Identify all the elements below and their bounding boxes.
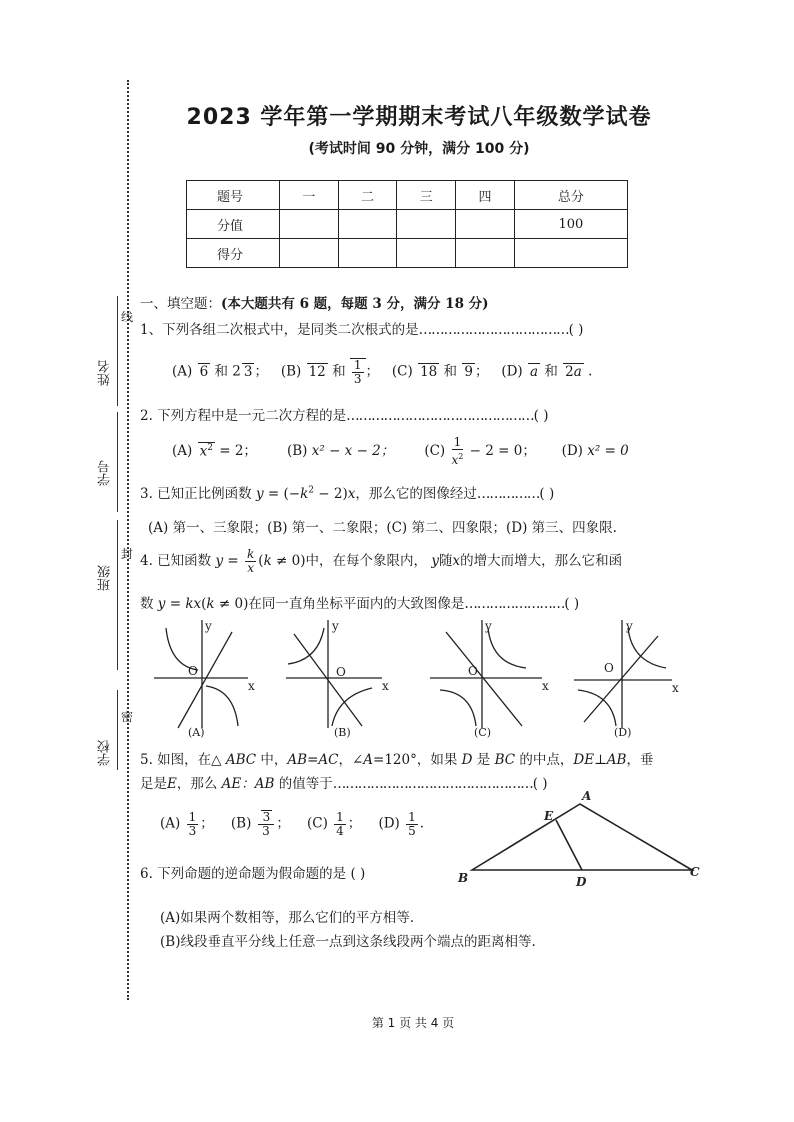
binding-dotted-line bbox=[127, 80, 129, 1000]
score-score-cell[interactable] bbox=[397, 239, 456, 268]
question-5-text: 足是 bbox=[140, 776, 167, 792]
score-header-cell: 题号 bbox=[187, 181, 280, 210]
name-label: 姓名 bbox=[98, 360, 113, 386]
graph-c bbox=[430, 619, 549, 739]
option-a-math: $\frac{1}{3}$ bbox=[188, 809, 197, 838]
section-heading bbox=[140, 292, 489, 312]
x-axis-label: x bbox=[672, 681, 679, 695]
score-value-cell bbox=[397, 210, 456, 239]
hyperbola-branch bbox=[578, 690, 616, 726]
score-value-cell bbox=[280, 210, 339, 239]
question-3-function: $y = (-k^2 - 2)x$ bbox=[255, 485, 356, 502]
binding-mark-seal: 封 bbox=[121, 547, 134, 561]
question-6-option-b: (B)线段垂直平分线上任意一点到这条线段两个端点的距离相等. bbox=[160, 934, 536, 950]
option-b-math: 12 bbox=[308, 363, 326, 380]
question-4-graphs bbox=[148, 618, 688, 744]
question-3-options: (A) 第一、三象限；(B) 第一、二象限；(C) 第二、四象限；(D) 第三、四象限. bbox=[148, 520, 617, 536]
graph-b bbox=[286, 619, 389, 739]
option-b-label: (B) bbox=[280, 363, 302, 380]
graph-label: (B) bbox=[334, 726, 351, 739]
option-d-math: x² = 0 bbox=[587, 443, 629, 459]
option-b-label: (B) bbox=[286, 443, 308, 459]
option-b-math: x² − x − 2； bbox=[311, 443, 395, 459]
score-score-cell[interactable] bbox=[280, 239, 339, 268]
question-5-text: 的值等于 bbox=[278, 776, 333, 792]
point-e-label: E bbox=[544, 809, 554, 823]
hyperbola-branch bbox=[206, 686, 238, 726]
question-6-option-a: (A)如果两个数相等，那么它们的平方相等. bbox=[160, 910, 415, 926]
option-a-math: 3 bbox=[243, 363, 253, 380]
section-heading-prefix: 一、填空题： bbox=[140, 296, 221, 312]
score-score-cell[interactable] bbox=[338, 239, 397, 268]
origin-label: O bbox=[468, 664, 478, 678]
question-5-math: D bbox=[461, 752, 473, 768]
question-4-stem: 4. 已知函数 y = $\frac{k}{x}$ (k ≠ 0)中，在每个象限内， y随x的增大而增大，那么它和函 bbox=[140, 547, 623, 575]
vertex-a-label: A bbox=[582, 790, 592, 803]
question-3-text: 3. 已知正比例函数 bbox=[140, 486, 252, 502]
score-score-cell[interactable] bbox=[456, 239, 515, 268]
option-c-math: 18 bbox=[420, 363, 438, 380]
question-5-text: 中， bbox=[260, 752, 288, 768]
score-header-cell: 四 bbox=[456, 181, 515, 210]
question-1-text: 1、下列各组二次根式中，是同类二次根式的是 bbox=[140, 322, 419, 338]
vertex-b-label: B bbox=[458, 871, 469, 885]
x-axis-label: x bbox=[382, 679, 389, 693]
question-1-stem bbox=[140, 318, 583, 338]
section-heading-rule: (本大题共有 6 题，每题 3 分，满分 18 分) bbox=[221, 296, 489, 312]
question-4-text: 4. 已知函数 bbox=[140, 553, 212, 569]
score-value-cell: 100 bbox=[514, 210, 627, 239]
hyperbola-branch bbox=[440, 690, 476, 726]
answer-paren[interactable]: ( ) bbox=[568, 322, 584, 338]
leader-dots: ……………………………………… bbox=[346, 408, 534, 424]
question-3-text: ，那么它的图像经过 bbox=[355, 486, 477, 502]
question-2-stem bbox=[140, 404, 549, 424]
question-5-math: AE：AB bbox=[221, 776, 275, 792]
question-4-function: y = kx(k ≠ 0) bbox=[157, 596, 249, 612]
x-axis-label: x bbox=[542, 679, 549, 693]
question-5-math: BC bbox=[494, 752, 516, 768]
score-value-cell bbox=[456, 210, 515, 239]
origin-label: O bbox=[336, 665, 346, 679]
score-header-cell: 二 bbox=[338, 181, 397, 210]
score-header-cell: 一 bbox=[280, 181, 339, 210]
school-blank-line bbox=[117, 690, 118, 770]
score-value-cell bbox=[338, 210, 397, 239]
point-d-label: D bbox=[576, 875, 587, 889]
question-4-line2 bbox=[140, 592, 579, 612]
answer-paren[interactable]: ( ) bbox=[533, 408, 549, 424]
school-label: 学校 bbox=[98, 740, 113, 766]
id-blank-line bbox=[117, 412, 118, 512]
student-id-label: 学号 bbox=[98, 460, 113, 486]
graph-a bbox=[154, 619, 255, 739]
option-c-label: (C) bbox=[424, 443, 446, 459]
answer-paren[interactable]: ( ) bbox=[532, 776, 548, 792]
option-b-math bbox=[350, 358, 366, 386]
option-a-label: (A) bbox=[160, 815, 181, 832]
question-5-math: E bbox=[167, 776, 177, 792]
class-blank-line bbox=[117, 520, 118, 670]
option-a-math: $x^2$ bbox=[199, 442, 213, 459]
question-5-options: (A) $\frac{1}{3}$ ； (B) $\frac{3}{3}$ ； (C) $\frac{1}{4}$ ； (D) $\frac{1}{5}$ . bbox=[160, 809, 425, 838]
option-d-label: (D) bbox=[501, 363, 523, 380]
option-d-label: (D) bbox=[561, 443, 583, 459]
y-axis-label: y bbox=[626, 619, 633, 633]
question-4-text: 中，在每个象限内， bbox=[305, 553, 428, 569]
y-axis-label: y bbox=[205, 619, 212, 633]
score-score-cell[interactable] bbox=[514, 239, 627, 268]
option-d-label: (D) bbox=[378, 815, 400, 832]
origin-label: O bbox=[188, 664, 198, 678]
vertex-c-label: C bbox=[690, 865, 700, 879]
option-c-math: $\frac{1}{x^2}$ bbox=[451, 435, 464, 467]
question-5-math: DE⊥AB bbox=[573, 752, 627, 768]
option-a-label: (A) bbox=[172, 443, 193, 459]
hyperbola-branch bbox=[288, 628, 324, 664]
graph-label: (A) bbox=[188, 726, 205, 739]
question-5-text: 是 bbox=[476, 752, 491, 768]
binding-mark-line: 线 bbox=[121, 310, 134, 324]
score-header-cell: 总分 bbox=[514, 181, 627, 210]
score-score-cell: 得分 bbox=[187, 239, 280, 268]
leader-dots: ………………………………………… bbox=[332, 776, 533, 792]
question-5-text: 的中点， bbox=[519, 752, 574, 768]
question-4-text: 在同一直角坐标平面内的大致图像是 bbox=[248, 596, 465, 612]
score-value-cell: 分值 bbox=[187, 210, 280, 239]
answer-paren[interactable]: ( ) bbox=[539, 486, 555, 502]
origin-label: O bbox=[604, 661, 614, 675]
graph-label: (D) bbox=[614, 726, 632, 739]
score-table bbox=[186, 180, 628, 268]
question-5-text: ，那么 bbox=[176, 776, 218, 792]
graph-label: (C) bbox=[474, 726, 491, 739]
hyperbola-branch bbox=[488, 628, 526, 668]
question-5-text: =120°，如果 bbox=[373, 752, 458, 768]
question-5-stem bbox=[140, 748, 653, 768]
exam-title: 2023 学年第一学期期末考试八年级数学试卷 bbox=[186, 105, 652, 130]
score-table-value-row bbox=[187, 210, 628, 239]
line-graph bbox=[446, 632, 522, 726]
score-table-header-row bbox=[187, 181, 628, 210]
question-5-math: ABC bbox=[225, 752, 257, 768]
option-c-label: (C) bbox=[306, 815, 328, 832]
question-2-options: (A) $x^2 = 2$； (B) x² − x − 2； (C) $\frac{1}{x^2}$ − 2 = 0； (D) x² = 0 bbox=[172, 435, 629, 467]
binding-mark-secret: 密 bbox=[121, 710, 134, 724]
option-b-math: $\frac{3}{3}$ bbox=[258, 810, 275, 838]
question-4-function: y = $\frac{k}{x}$ (k ≠ 0) bbox=[215, 547, 306, 575]
option-d-math: 2a bbox=[565, 363, 582, 380]
triangle-diagram bbox=[456, 790, 706, 890]
name-blank-line bbox=[117, 296, 118, 406]
question-4-text: 数 bbox=[140, 596, 154, 612]
question-1-options: (A) 6 和 2 3 ； (B) 12 和 $\frac{1}{3}$ ； (C) 18 和 9 ； (D) a 和 2a . bbox=[172, 358, 593, 386]
question-5-math: A bbox=[363, 752, 374, 768]
answer-paren[interactable]: ( ) bbox=[350, 866, 366, 882]
leader-dots: …………… bbox=[476, 486, 540, 502]
segment-de bbox=[556, 820, 582, 870]
option-c-math: 9 bbox=[464, 363, 473, 380]
y-axis-label: y bbox=[332, 619, 339, 633]
fraction: $\frac{1}{3}$ bbox=[353, 358, 362, 386]
question-6-stem bbox=[140, 862, 365, 882]
question-6-text: 6. 下列命题的逆命题为假命题的是 bbox=[140, 866, 347, 882]
answer-paren[interactable]: ( ) bbox=[564, 596, 580, 612]
score-header-cell: 三 bbox=[397, 181, 456, 210]
page-footer: 第 1 页 共 4 页 bbox=[371, 1016, 455, 1030]
option-c-label: (C) bbox=[391, 363, 413, 380]
leader-dots: ……………………………… bbox=[418, 322, 569, 338]
question-5-text: 5. 如图，在△ bbox=[140, 752, 222, 768]
leader-dots: …………………… bbox=[464, 596, 565, 612]
option-a-label: (A) bbox=[172, 363, 193, 380]
score-table-score-row bbox=[187, 239, 628, 268]
triangle-abc bbox=[472, 804, 692, 870]
question-4-text: 随 bbox=[438, 553, 453, 569]
option-d-math: $\frac{1}{5}$ bbox=[408, 809, 416, 838]
class-label: 班级 bbox=[98, 565, 113, 591]
question-5-text: ，垂 bbox=[626, 752, 654, 768]
question-5-text: ，∠ bbox=[338, 752, 364, 768]
question-2-text: 2. 下列方程中是一元二次方程的是 bbox=[140, 408, 347, 424]
question-3-stem bbox=[140, 482, 554, 502]
exam-subtitle: (考试时间 90 分钟，满分 100 分) bbox=[308, 141, 530, 157]
line-graph bbox=[178, 632, 232, 728]
line-graph bbox=[584, 636, 658, 722]
option-c-math: $\frac{1}{4}$ bbox=[336, 809, 344, 838]
question-4-text: 的增大而增大，那么它和函 bbox=[460, 553, 623, 569]
question-5-math: AB=AC bbox=[287, 752, 339, 768]
option-b-label: (B) bbox=[230, 815, 252, 832]
option-a-math: 6 bbox=[199, 363, 209, 380]
graph-d bbox=[574, 619, 679, 739]
y-axis-label: y bbox=[485, 619, 492, 633]
option-d-math: a bbox=[529, 363, 539, 380]
x-axis-label: x bbox=[248, 679, 255, 693]
question-5-line2 bbox=[140, 772, 548, 792]
